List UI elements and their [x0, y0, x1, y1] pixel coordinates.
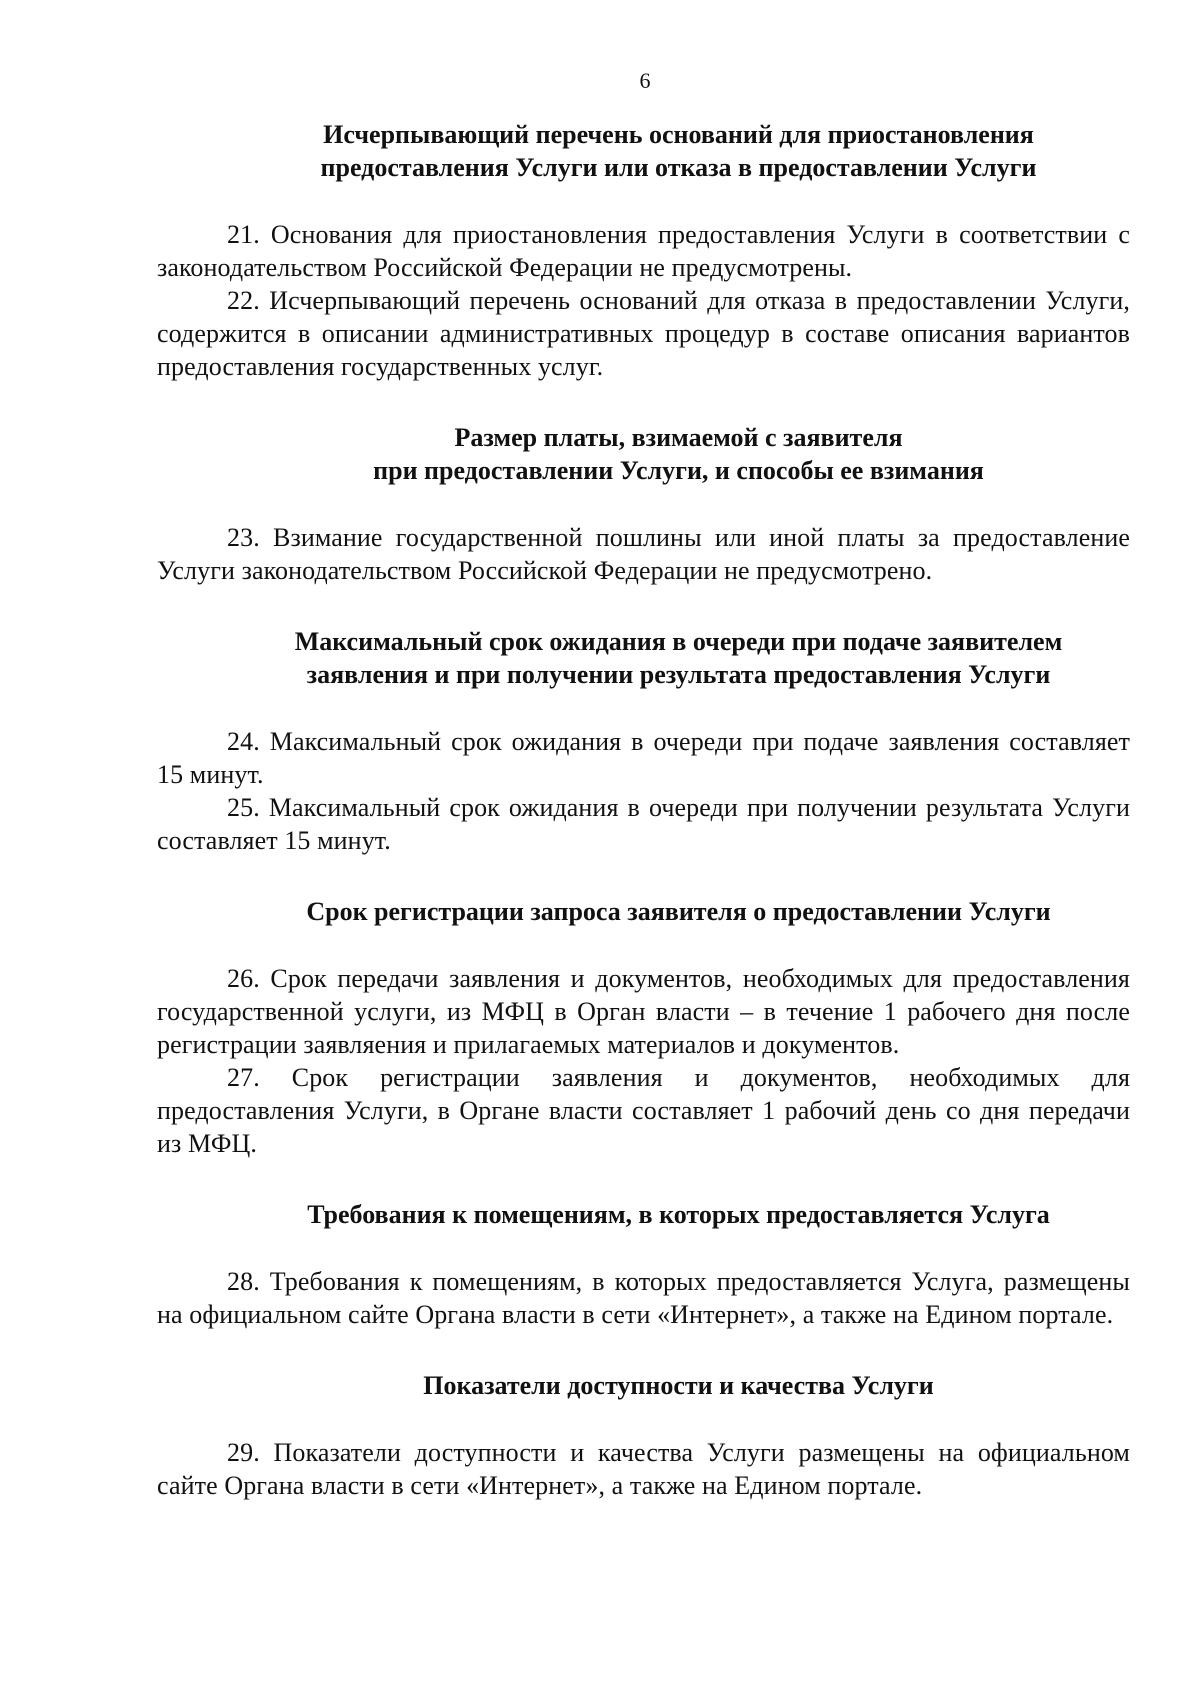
document-body	[157, 118, 1130, 1502]
section-heading	[157, 1369, 1130, 1402]
heading-line: заявления и при получении результата предоставления Услуги	[306, 660, 1051, 689]
heading-line: Размер платы, взимаемой с заявителя	[454, 423, 903, 452]
section-heading	[157, 1198, 1130, 1231]
section-heading	[157, 895, 1130, 928]
page-number: 6	[639, 68, 651, 93]
section-suspension-grounds	[157, 118, 1130, 383]
section-registration-time	[157, 895, 1130, 1160]
section-quality-indicators	[157, 1369, 1130, 1502]
section-heading	[157, 118, 1130, 184]
heading-line: Исчерпывающий перечень оснований для приостановления	[323, 120, 1034, 149]
paragraph-28: 28. Требования к помещениям, в которых предоставляется Услуга, размещены на официальном сайте Органа власти в сети «Интернет», а также на Едином портале.	[157, 1267, 1130, 1329]
section-heading	[157, 421, 1130, 487]
heading-line: при предоставлении Услуги, и способы ее взимания	[373, 456, 984, 485]
section-queue-time	[157, 625, 1130, 857]
heading-line: предоставления Услуги или отказа в предоставлении Услуги	[320, 153, 1037, 182]
paragraph-23: 23. Взимание государственной пошлины или иной платы за предоставление Услуги законодательством Российской Федерации не предусмотрено.	[157, 523, 1130, 585]
heading-line: Требования к помещениям, в которых предоставляется Услуга	[307, 1200, 1050, 1229]
heading-line: Показатели доступности и качества Услуги	[423, 1371, 934, 1400]
paragraph-24: 24. Максимальный срок ожидания в очереди при подаче заявления составляет 15 минут.	[157, 727, 1130, 789]
section-premises	[157, 1198, 1130, 1331]
section-heading	[157, 625, 1130, 691]
paragraph-29: 29. Показатели доступности и качества Услуги размещены на официальном сайте Органа власти в сети «Интернет», а также на Едином портале.	[157, 1438, 1130, 1500]
paragraph-21: 21. Основания для приостановления предоставления Услуги в соответствии с законодательством Российской Федерации не предусмотрены.	[157, 220, 1130, 282]
paragraph-22: 22. Исчерпывающий перечень оснований для отказа в предоставлении Услуги, содержится в описании административных процедур в составе описания вариантов предоставления государственных услуг.	[157, 286, 1130, 381]
section-fee	[157, 421, 1130, 587]
paragraph-26: 26. Срок передачи заявления и документов, необходимых для предоставления государственной услуги, из МФЦ в Орган власти – в течение 1 рабочего дня после регистрации заявляения и прилагаемых материалов и документов.	[157, 964, 1130, 1059]
heading-line: Максимальный срок ожидания в очереди при подаче заявителем	[294, 627, 1063, 656]
heading-line: Срок регистрации запроса заявителя о предоставлении Услуги	[306, 897, 1051, 926]
paragraph-25: 25. Максимальный срок ожидания в очереди при получении результата Услуги составляет 15 минут.	[157, 793, 1130, 855]
paragraph-27: 27. Срок регистрации заявления и документов, необходимых для предоставления Услуги, в Органе власти составляет 1 рабочий день со дня передачи из МФЦ.	[157, 1063, 1130, 1158]
